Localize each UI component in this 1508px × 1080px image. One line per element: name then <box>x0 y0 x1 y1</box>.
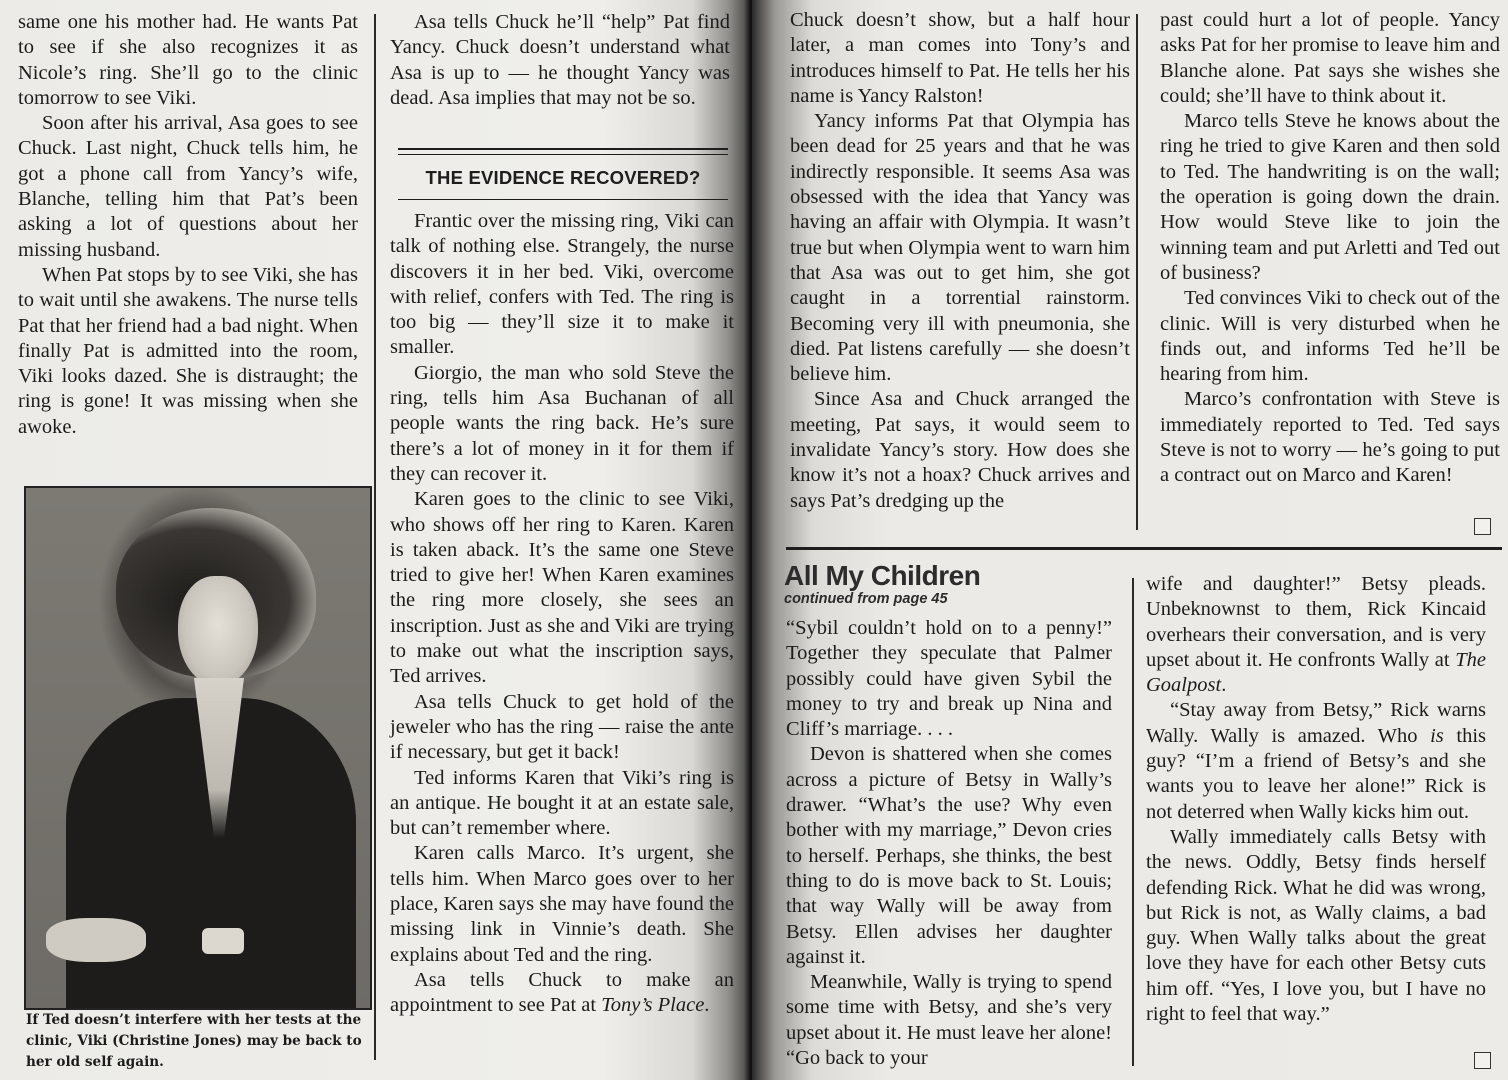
place-name: The Goalpost <box>1146 648 1486 697</box>
article-end-mark <box>1474 518 1491 535</box>
column-2 <box>390 10 730 111</box>
paragraph: Devon is shattered when she comes across a picture of Betsy in Wally’s drawer. “What’s the use? Why even bother with my marriage,” Devon cries to herself. Perhaps, she thinks, the best thing to do is move back to St. Louis; that way Wally will be away from Betsy. Ellen advises her daughter against it. <box>786 743 1112 968</box>
article-continued-note: continued from page 45 <box>784 591 948 607</box>
emphasis: is <box>1430 724 1444 747</box>
photo-hand <box>46 918 146 962</box>
photo-caption: If Ted doesn’t interfere with her tests at the clinic, Viki (Christine Jones) may be back to her old self again. <box>26 1012 362 1070</box>
paragraph: Asa tells Chuck to get hold of the jeweler who has the ring — raise the ante if necessary, but get it back! <box>390 690 734 764</box>
paragraph: Marco tells Steve he knows about the ring he tried to give Karen and then sold to Ted. The handwriting is on the wall; the operation is going down the drain. How would Steve like to join the winning team and put Arletti and Ted out of business? <box>1160 110 1500 284</box>
paragraph: Karen calls Marco. It’s urgent, she tells him. When Marco goes over to her place, Karen says she may have found the missing link in Vinnie’s death. She explains about Ted and the ring. <box>390 842 734 966</box>
paragraph <box>390 968 734 1019</box>
article2-column-1 <box>786 616 1112 1071</box>
paragraph: same one his mother had. He wants Pat to see if she also recognizes it as Nicole’s ring. She’ll go to the clinic tomorrow to see Viki. <box>18 11 358 109</box>
paragraph: Yancy informs Pat that Olympia has been dead for 25 years and that he was indirectly responsible. It seems Asa was obsessed with the idea that Yancy was having an affair with Olympia. It wasn’t true but when Olympia went to warn him that Asa was out to get him, she got caught in a torrential rainstorm. Becoming very ill with pneumonia, she died. Pat listens carefully — she doesn’t believe him. <box>790 110 1130 386</box>
paragraph: Soon after his arrival, Asa goes to see Chuck. Last night, Chuck tells him, he got a phone call from Yancy’s wife, Blanche, telling him that Pat’s been asking a lot of questions about her missing husband. <box>18 112 358 261</box>
paragraph-end: . <box>1221 674 1227 697</box>
paragraph: Chuck doesn’t show, but a half hour later, a man comes into Tony’s and introduces himself to Pat. He tells her his name is Yancy Ralston! <box>790 9 1130 107</box>
column-2-body <box>390 209 734 1019</box>
section-heading: THE EVIDENCE RECOVERED? <box>425 167 701 188</box>
paragraph-text: wife and daughter!” Betsy pleads. Unbeknownst to them, Rick Kincaid overhears their conversation, and is very upset about it. He confronts Wally at <box>1146 573 1486 671</box>
left-page <box>0 0 752 1080</box>
paragraph <box>1146 572 1486 698</box>
column-4 <box>1160 8 1500 489</box>
paragraph-text: this guy? “I’m a friend of Betsy’s and she wants you to leave her alone!” Rick is not deterred when Wally kicks him out. <box>1146 724 1486 823</box>
paragraph: past could hurt a lot of people. Yancy asks Pat for her promise to leave him and Blanche alone. Pat says she wishes she could; she’ll have to think about it. <box>1160 9 1500 107</box>
article2-column-2 <box>1146 572 1486 1027</box>
paragraph: Asa tells Chuck he’ll “help” Pat find Yancy. Chuck doesn’t understand what Asa is up to — he thought Yancy was dead. Asa implies that may not be so. <box>390 11 730 109</box>
paragraph: Ted convinces Viki to check out of the clinic. Will is very disturbed when he finds out, and informs Ted he’ll be hearing from him. <box>1160 287 1500 386</box>
paragraph-end: . <box>704 994 710 1017</box>
column-1 <box>18 10 358 440</box>
paragraph: Wally immediately calls Betsy with the news. Oddly, Betsy finds herself defending Rick. What he did was wrong, but Rick is not, as Wally claims, a bad guy. When Wally talks about the great love they have for each other Betsy cuts him off. “Yes, I love you, but I have no right to feel that way.” <box>1146 825 1486 1026</box>
place-name: Tony’s Place <box>601 994 705 1017</box>
column-divider <box>374 14 376 1060</box>
paragraph: When Pat stops by to see Viki, she has to wait until she awakens. The nurse tells Pat that her friend had a bad night. When finally Pat is admitted into the room, Viki looks dazed. She is distraught; the ring is gone! It was missing when she awoke. <box>18 263 358 438</box>
paragraph: Since Asa and Chuck arranged the meeting, Pat says, it would seem to invalidate Yancy’s story. How does she know it’s not a hoax? Chuck arrives and says Pat’s dredging up the <box>790 388 1130 512</box>
section-rule-top <box>398 148 728 150</box>
column-3 <box>790 8 1130 514</box>
paragraph: Karen goes to the clinic to see Viki, who shows off her ring to Karen. Karen is taken aback. It’s the same one Steve tried to give her! When Karen examines the ring more closely, she sees an inscription. Just as she and Viki are trying to make out what the inscription says, Ted arrives. <box>390 488 734 688</box>
section-rule-bottom <box>398 199 728 200</box>
article-end-mark <box>1474 1052 1491 1069</box>
paragraph: “Sybil couldn’t hold on to a penny!” Together they speculate that Palmer possibly could have given Sybil the money to try and break up Nina and Cliff’s marriage. . . . <box>786 617 1112 741</box>
article-divider <box>786 547 1502 550</box>
paragraph: Ted informs Karen that Viki’s ring is an antique. He bought it at an estate sale, but can’t remember where. <box>390 766 734 840</box>
paragraph: Marco’s confrontation with Steve is immediately reported to Ted. Ted says Steve is not to worry — he’s going to put a contract out on Marco and Karen! <box>1160 388 1500 487</box>
portrait-photo <box>24 486 372 1010</box>
photo-belt-buckle <box>202 928 244 954</box>
paragraph-text: “Stay away from Betsy,” Rick warns Wally. Wally is amazed. Who <box>1146 699 1486 747</box>
column-divider <box>1132 578 1134 1066</box>
paragraph: Meanwhile, Wally is trying to spend some time with Betsy, and she’s very upset about it. He must leave her alone! “Go back to your <box>786 971 1112 1070</box>
column-divider <box>1136 14 1138 530</box>
article-title: All My Children <box>784 560 981 591</box>
section-rule-top-2 <box>398 154 728 155</box>
paragraph: Giorgio, the man who sold Steve the ring, tells him Asa Buchanan of all people wants the ring back. He’s sure there’s a lot of money in it for them if they can recover it. <box>390 361 734 485</box>
paragraph <box>1146 698 1486 824</box>
photo-face <box>178 576 258 686</box>
paragraph-text: Asa tells Chuck to make an appointment to see Pat at <box>390 968 734 1017</box>
paragraph: Frantic over the missing ring, Viki can talk of nothing else. Strangely, the nurse discovers it in her bed. Viki, overcome with relief, confers with Ted. The ring is too big — they’ll size it to make it smaller. <box>390 210 734 359</box>
